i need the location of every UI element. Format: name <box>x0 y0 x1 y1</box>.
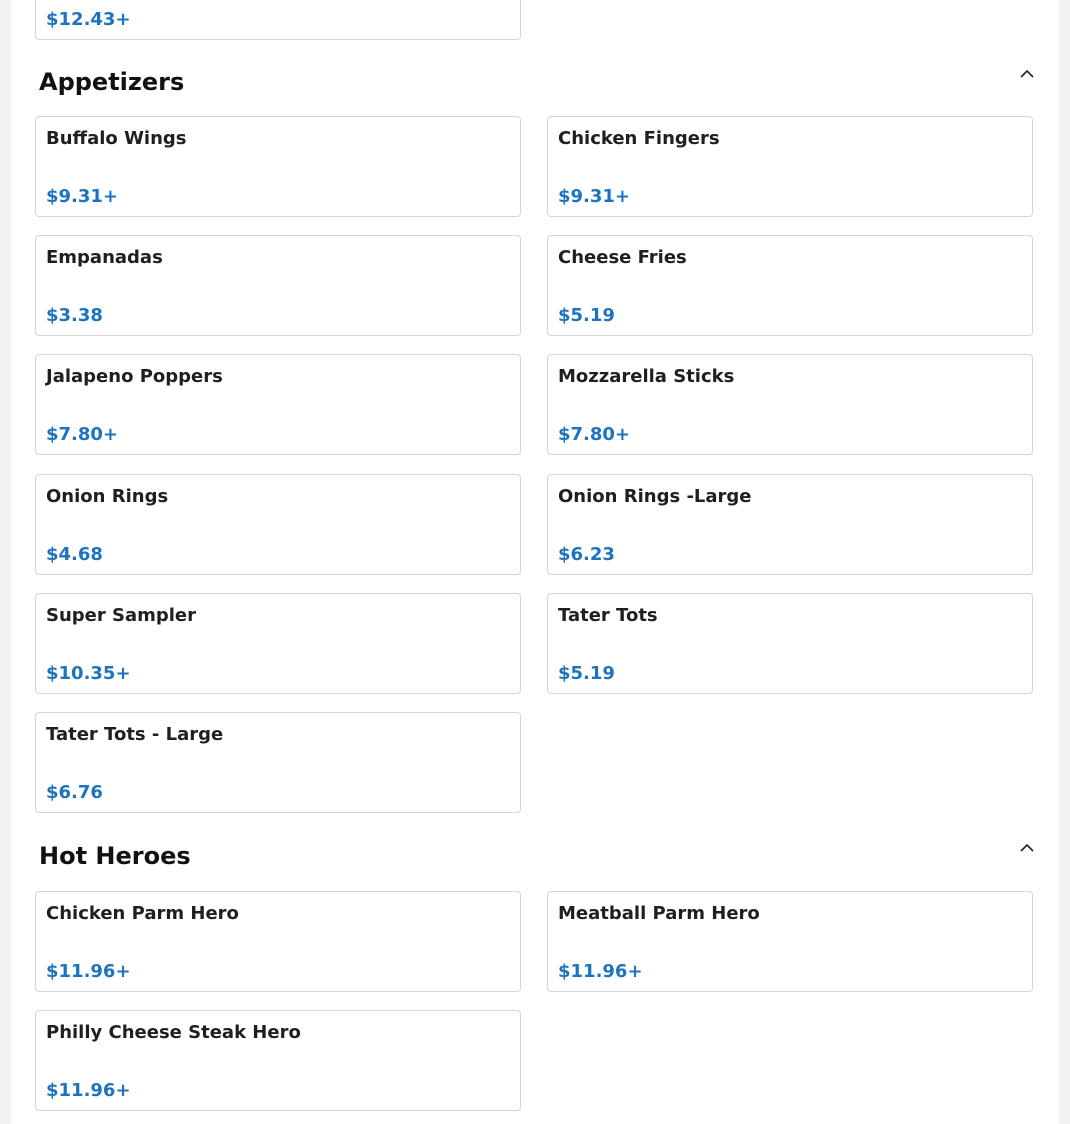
menu-item-price: $6.76 <box>46 782 103 803</box>
menu-item-name: Chicken Fingers <box>558 128 720 149</box>
menu-item-card[interactable] <box>35 1010 521 1111</box>
section-header-appetizers <box>39 68 1035 102</box>
menu-item-card[interactable] <box>35 116 521 217</box>
section-title: Appetizers <box>39 68 185 96</box>
menu-item-card[interactable] <box>35 354 521 455</box>
menu-item-card[interactable] <box>35 891 521 992</box>
menu-item-price: $12.43+ <box>46 9 131 30</box>
menu-item-name: Empanadas <box>46 247 163 268</box>
menu-item-price: $7.80+ <box>558 424 631 445</box>
menu-item-name: Meatball Parm Hero <box>558 903 760 924</box>
section-header-hot-heroes <box>39 842 1035 876</box>
menu-item-card[interactable] <box>547 235 1033 336</box>
menu-item-price: $3.38 <box>46 305 103 326</box>
menu-item-price: $9.31+ <box>46 186 119 207</box>
chevron-up-icon[interactable] <box>1019 66 1035 82</box>
menu-item-price: $5.19 <box>558 305 615 326</box>
menu-item-name: Tater Tots <box>558 605 658 626</box>
menu-item-card[interactable] <box>35 593 521 694</box>
menu-item-price: $4.68 <box>46 544 103 565</box>
section-title: Hot Heroes <box>39 842 191 870</box>
menu-item-price: $11.96+ <box>46 961 131 982</box>
menu-item-name: Chicken Parm Hero <box>46 903 239 924</box>
menu-item-card[interactable] <box>547 354 1033 455</box>
menu-item-price: $6.23 <box>558 544 615 565</box>
menu-item-name: Mozzarella Sticks <box>558 366 735 387</box>
menu-item-price: $5.19 <box>558 663 615 684</box>
menu-page <box>11 0 1059 1124</box>
menu-item-name: Buffalo Wings <box>46 128 187 149</box>
menu-item-name: Jalapeno Poppers <box>46 366 223 387</box>
menu-item-name: Onion Rings <box>46 486 169 507</box>
menu-item-card[interactable] <box>35 0 521 40</box>
menu-item-card[interactable] <box>547 116 1033 217</box>
menu-item-card[interactable] <box>547 593 1033 694</box>
chevron-up-icon[interactable] <box>1019 840 1035 856</box>
menu-item-price: $7.80+ <box>46 424 119 445</box>
menu-item-card[interactable] <box>35 235 521 336</box>
menu-item-name: Philly Cheese Steak Hero <box>46 1022 301 1043</box>
menu-item-price: $9.31+ <box>558 186 631 207</box>
menu-item-name: Onion Rings -Large <box>558 486 752 507</box>
menu-item-price: $11.96+ <box>558 961 643 982</box>
menu-item-name: Tater Tots - Large <box>46 724 224 745</box>
menu-item-name: Super Sampler <box>46 605 197 626</box>
menu-item-card[interactable] <box>547 891 1033 992</box>
menu-item-price: $10.35+ <box>46 663 131 684</box>
menu-item-name: Cheese Fries <box>558 247 687 268</box>
menu-item-card[interactable] <box>547 474 1033 575</box>
menu-item-card[interactable] <box>35 712 521 813</box>
menu-item-price: $11.96+ <box>46 1080 131 1101</box>
menu-item-card[interactable] <box>35 474 521 575</box>
